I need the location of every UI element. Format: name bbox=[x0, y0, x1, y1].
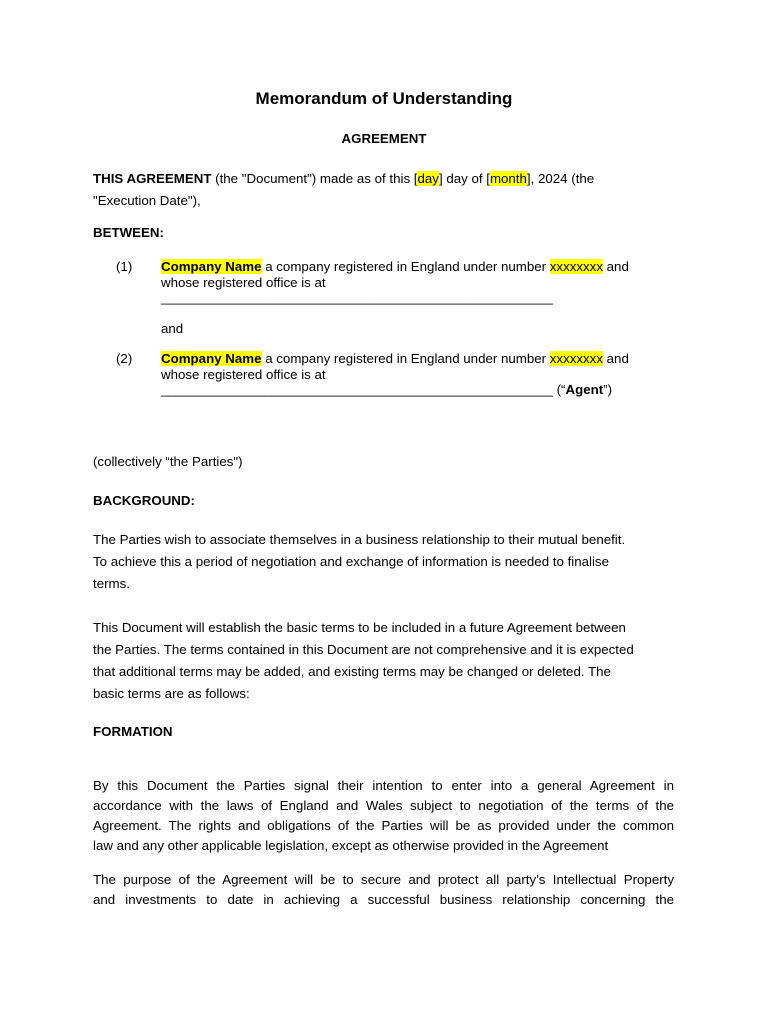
party-1-line-2: whose registered office is at bbox=[161, 274, 326, 290]
formation-p2-line: The purpose of the Agreement will be to secure and protect all party’s Intellectual Property bbox=[93, 872, 674, 887]
background-heading: BACKGROUND: bbox=[93, 493, 195, 508]
document-title: Memorandum of Understanding bbox=[255, 89, 513, 108]
background-p2-line: basic terms are as follows: bbox=[93, 686, 250, 701]
formation-paragraph-1 bbox=[93, 776, 674, 856]
formation-p2-line: and investments to date in achieving a successful business relationship concerning the bbox=[93, 892, 674, 907]
party-2-reg-number: xxxxxxxx bbox=[549, 351, 603, 366]
party-2-name: Company Name bbox=[161, 351, 262, 366]
intro-text-1: (the "Document") made as of this [ bbox=[211, 171, 418, 186]
and-text: and bbox=[161, 321, 184, 336]
between-heading: BETWEEN: bbox=[93, 225, 164, 240]
party-1-text-1: a company registered in England under number bbox=[261, 259, 550, 274]
background-p2-line: This Document will establish the basic terms to be included in a future Agreement between bbox=[93, 620, 626, 635]
party-2-address-line: _____________________________________________________ (“ bbox=[161, 382, 566, 397]
background-p1-line: To achieve this a period of negotiation and exchange of information is needed to finalise bbox=[93, 554, 609, 569]
party-1-number: (1) bbox=[116, 259, 133, 274]
formation-p1-line: By this Document the Parties signal their intention to enter into a general Agreement in bbox=[93, 778, 674, 793]
background-paragraph-1 bbox=[93, 529, 674, 595]
party-2-number: (2) bbox=[116, 351, 133, 366]
collectively-text: (collectively “the Parties") bbox=[93, 454, 243, 469]
intro-text-3: ], 2024 (the bbox=[526, 171, 595, 186]
background-p1-line: terms. bbox=[93, 576, 130, 591]
intro-paragraph bbox=[93, 168, 674, 212]
intro-text-2: ] day of [ bbox=[438, 171, 490, 186]
document-subtitle: AGREEMENT bbox=[341, 131, 427, 146]
party-2-line-2: whose registered office is at bbox=[161, 366, 326, 382]
formation-p1-line: accordance with the laws of England and Wales subject to negotiation of the terms of the bbox=[93, 798, 674, 813]
party-1-block bbox=[161, 259, 629, 306]
party-1-address-line: _____________________________________________________ bbox=[161, 290, 553, 305]
agent-label: Agent bbox=[565, 382, 604, 397]
party-1-text-2: and bbox=[602, 259, 629, 274]
party-1-reg-number: xxxxxxxx bbox=[549, 259, 603, 274]
background-paragraph-2 bbox=[93, 617, 674, 705]
month-placeholder: month bbox=[489, 171, 527, 186]
party-2-block bbox=[161, 351, 629, 398]
party-2-text-1: a company registered in England under number bbox=[261, 351, 550, 366]
background-p2-line: the Parties. The terms contained in this Document are not comprehensive and it is expected bbox=[93, 642, 634, 657]
background-p2-line: that additional terms may be added, and existing terms may be changed or deleted. The bbox=[93, 664, 611, 679]
party-2-address-end: ”) bbox=[603, 382, 613, 397]
formation-heading: FORMATION bbox=[93, 724, 173, 739]
day-placeholder: day bbox=[417, 171, 439, 186]
intro-line-2: "Execution Date"), bbox=[93, 193, 201, 208]
formation-p1-line: Agreement. The rights and obligations of the Parties will be as provided under the common bbox=[93, 818, 674, 833]
intro-lead: THIS AGREEMENT bbox=[93, 171, 212, 186]
formation-p1-line: law and any other applicable legislation, except as otherwise provided in the Agreement bbox=[93, 838, 609, 853]
party-2-text-2: and bbox=[602, 351, 629, 366]
background-p1-line: The Parties wish to associate themselves in a business relationship to their mutual benefit. bbox=[93, 532, 626, 547]
formation-paragraph-2 bbox=[93, 870, 674, 910]
party-1-name: Company Name bbox=[161, 259, 262, 274]
